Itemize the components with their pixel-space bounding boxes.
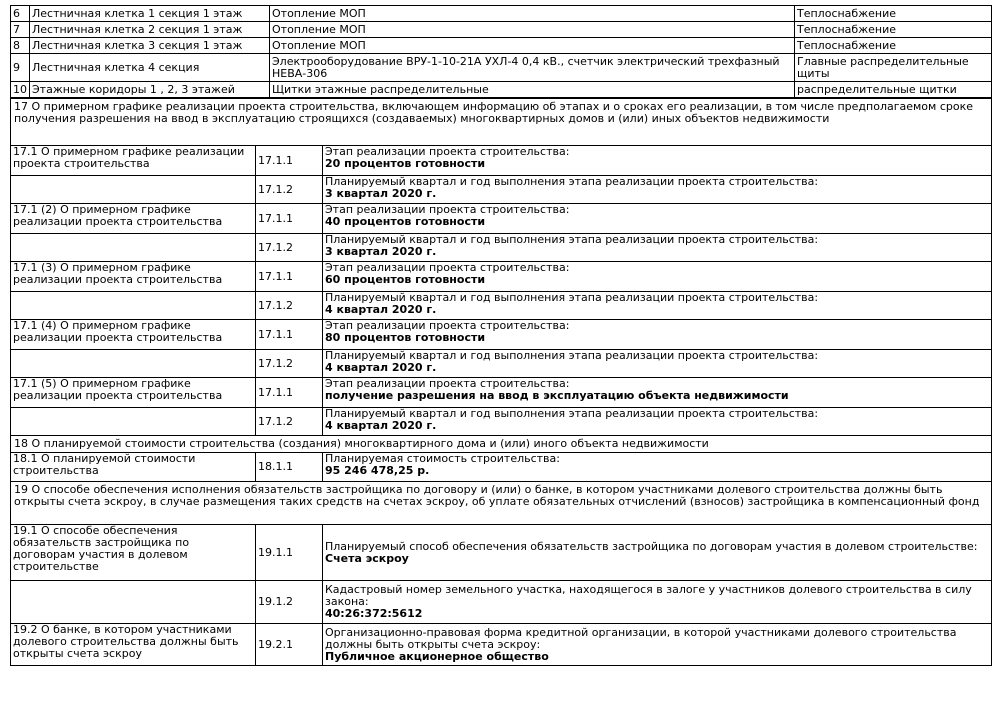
location-cell: Лестничная клетка 1 секция 1 этаж [30,6,270,22]
purpose-cell: Главные распределительные щиты [795,54,992,82]
table-row [11,234,992,262]
group-label: 19.1 О способе обеспечения обязательств застройщика по договорам участия в долевом строительстве [11,525,256,581]
group-label: 17.1 (4) О примерном графике реализации проекта строительства [11,320,256,350]
table-row [11,6,992,22]
item-description: Этап реализации проекта строительства: [325,261,570,274]
item-code: 17.1.2 [256,292,323,320]
item-value: Счета эскроу [325,551,409,565]
project-info-table [10,98,992,666]
row-number: 9 [11,54,30,82]
section-19-heading: 19 О способе обеспечения исполнения обязательств застройщика по договору и (или) о банке, в котором участниками долевого строительства должны быть открыты счета эскроу, в случае размещения таких средств на счетах эскроу, об уплате обязательных отчислений (взносов) застройщика в компенсационный фонд [11,482,992,525]
item-value: 40 процентов готовности [325,215,486,228]
table-row [11,204,992,234]
item-code: 17.1.1 [256,378,323,408]
item-value: 60 процентов готовности [325,273,486,286]
item-code: 17.1.2 [256,350,323,378]
item-code: 19.1.1 [256,525,323,581]
item-description: Этап реализации проекта строительства: [325,319,570,332]
table-row [11,292,992,320]
item-code: 17.1.1 [256,204,323,234]
item-code: 19.2.1 [256,624,323,666]
table-row [11,408,992,436]
empty-cell [11,234,256,262]
location-cell: Лестничная клетка 2 секция 1 этаж [30,22,270,38]
section-heading-row [11,99,992,146]
row-number: 10 [11,82,30,98]
item-value: 95 246 478,25 р. [325,464,430,477]
section-heading-row [11,436,992,453]
item-description: Организационно-правовая форма кредитной организации, в которой участниками долевого строительства должны быть открыты счета эскроу: [325,625,957,651]
table-row [11,525,992,581]
item-content [323,146,992,176]
table-row [11,54,992,82]
group-label: 19.2 О банке, в котором участниками долевого строительства должны быть открыты счета эскроу [11,624,256,666]
item-value: 3 квартал 2020 г. [325,245,437,258]
table-row [11,146,992,176]
item-content [323,581,992,624]
table-row [11,82,992,98]
equipment-cell: Отопление МОП [270,22,795,38]
item-description: Этап реализации проекта строительства: [325,377,570,390]
equipment-cell: Отопление МОП [270,6,795,22]
row-number: 7 [11,22,30,38]
item-description: Планируемый квартал и год выполнения этапа реализации проекта строительства: [325,233,819,246]
empty-cell [11,350,256,378]
item-content [323,624,992,666]
item-description: Планируемый способ обеспечения обязательств застройщика по договорам участия в долевом строительстве: [325,539,978,553]
table-row [11,350,992,378]
item-code: 19.1.2 [256,581,323,624]
empty-cell [11,408,256,436]
table-row [11,581,992,624]
group-label: 17.1 (5) О примерном графике реализации проекта строительства [11,378,256,408]
group-label: 17.1 (2) О примерном графике реализации проекта строительства [11,204,256,234]
item-content [323,320,992,350]
section-17-heading: 17 О примерном графике реализации проекта строительства, включающем информацию об этапах и о сроках его реализации, в том числе предполагаемом сроке получения разрешения на ввод в эксплуатацию строящихся (создаваемых) многоквартирных домов и (или) иных объектов недвижимости [11,99,992,146]
item-value: 4 квартал 2020 г. [325,419,437,432]
item-description: Планируемый квартал и год выполнения этапа реализации проекта строительства: [325,349,819,362]
item-value: 40:26:372:5612 [325,607,423,620]
item-code: 17.1.1 [256,146,323,176]
group-label: 17.1 (3) О примерном графике реализации проекта строительства [11,262,256,292]
row-number: 6 [11,6,30,22]
empty-cell [11,292,256,320]
table-row [11,378,992,408]
group-label: 17.1 О примерном графике реализации проекта строительства [11,146,256,176]
item-code: 17.1.2 [256,176,323,204]
equipment-cell: Электрооборудование ВРУ-1-10-21А УХЛ-4 0,4 кВ., счетчик электрический трехфазный НЕВА-306 [270,54,795,82]
purpose-cell: Теплоснабжение [795,22,992,38]
item-content [323,176,992,204]
row-number: 8 [11,38,30,54]
item-description: Этап реализации проекта строительства: [325,145,570,158]
table-row [11,624,992,666]
purpose-cell: распределительные щитки [795,82,992,98]
item-content [323,234,992,262]
table-row [11,262,992,292]
purpose-cell: Теплоснабжение [795,38,992,54]
item-value: 4 квартал 2020 г. [325,303,437,316]
item-value: 20 процентов готовности [325,157,486,170]
empty-cell [11,176,256,204]
item-description: Этап реализации проекта строительства: [325,203,570,216]
item-content [323,350,992,378]
item-value: 3 квартал 2020 г. [325,187,437,200]
item-description: Кадастровый номер земельного участка, находящегося в залоге у участников долевого строительства в силу закона: [325,583,972,608]
equipment-cell: Щитки этажные распределительные [270,82,795,98]
item-code: 17.1.2 [256,408,323,436]
section-heading-row [11,482,992,525]
item-description: Планируемый квартал и год выполнения этапа реализации проекта строительства: [325,407,819,420]
item-code: 17.1.1 [256,320,323,350]
item-description: Планируемая стоимость строительства: [325,452,560,465]
item-content [323,378,992,408]
location-cell: Лестничная клетка 3 секция 1 этаж [30,38,270,54]
item-code: 17.1.2 [256,234,323,262]
table-row [11,176,992,204]
equipment-table [10,5,992,98]
item-value: Публичное акционерное общество [325,649,549,663]
table-row [11,320,992,350]
empty-cell [11,581,256,624]
item-content [323,262,992,292]
item-value: 4 квартал 2020 г. [325,361,437,374]
table-row [11,22,992,38]
item-content [323,453,992,482]
item-content [323,292,992,320]
group-label: 18.1 О планируемой стоимости строительства [11,453,256,482]
location-cell: Лестничная клетка 4 секция [30,54,270,82]
equipment-cell: Отопление МОП [270,38,795,54]
item-content [323,408,992,436]
item-code: 17.1.1 [256,262,323,292]
section-18-heading: 18 О планируемой стоимости строительства (создания) многоквартирного дома и (или) иного объекта недвижимости [11,436,992,453]
purpose-cell: Теплоснабжение [795,6,992,22]
item-content [323,525,992,581]
item-content [323,204,992,234]
table-row [11,453,992,482]
item-description: Планируемый квартал и год выполнения этапа реализации проекта строительства: [325,175,819,188]
item-value: 80 процентов готовности [325,331,486,344]
item-value: получение разрешения на ввод в эксплуатацию объекта недвижимости [325,389,789,402]
location-cell: Этажные коридоры 1 , 2, 3 этажей [30,82,270,98]
table-row [11,38,992,54]
item-description: Планируемый квартал и год выполнения этапа реализации проекта строительства: [325,291,819,304]
item-code: 18.1.1 [256,453,323,482]
